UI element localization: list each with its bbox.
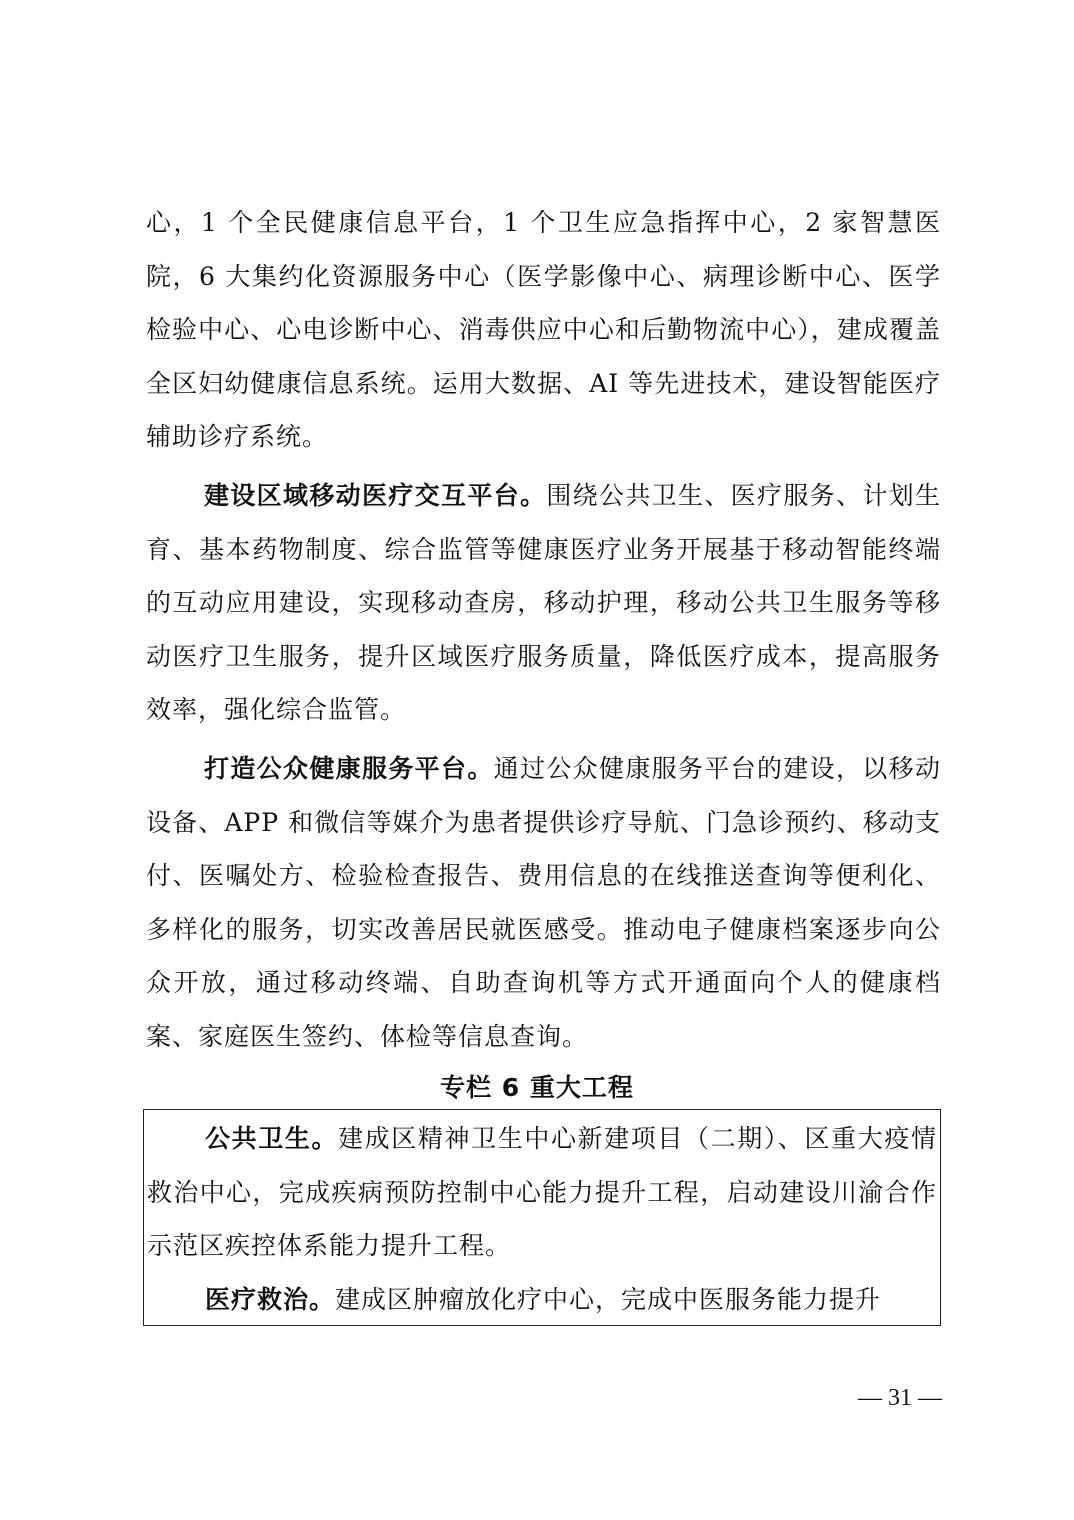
box-item-1-heading: 公共卫生。: [205, 1124, 339, 1153]
box-item-1-text: 建成区精神卫生中心新建项目（二期）、区重大疫情救治中心，完成疾病预防控制中心能力提升工程，启动建设川渝合作示范区疾控体系能力提升工程。: [147, 1124, 937, 1260]
paragraph-1-text: 心，1 个全民健康信息平台，1 个卫生应急指挥中心，2 家智慧医院，6 大集约化资源服务中心（医学影像中心、病理诊断中心、医学检验中心、心电诊断中心、消毒供应中心和后勤物流中心），建成覆盖全区妇幼健康信息系统。运用大数据、AI 等先进技术，建设智能医疗辅助诊疗系统。: [146, 208, 941, 451]
page-number: — 31 —: [858, 1385, 942, 1411]
paragraph-3: [146, 742, 941, 1063]
paragraph-2-heading: 建设区域移动医疗交互平台。: [204, 481, 547, 510]
paragraph-1: [146, 196, 941, 464]
paragraph-2-text: 围绕公共卫生、医疗服务、计划生育、基本药物制度、综合监管等健康医疗业务开展基于移动智能终端的互动应用建设，实现移动查房，移动护理，移动公共卫生服务等移动医疗卫生服务，提升区域医疗服务质量，降低医疗成本，提高服务效率，强化综合监管。: [146, 481, 941, 724]
paragraph-3-text: 通过公众健康服务平台的建设，以移动设备、APP 和微信等媒介为患者提供诊疗导航、门急诊预约、移动支付、医嘱处方、检验检查报告、费用信息的在线推送查询等便利化、多样化的服务，切实改善居民就医感受。推动电子健康档案逐步向公众开放，通过移动终端、自助查询机等方式开通面向个人的健康档案、家庭医生签约、体检等信息查询。: [146, 754, 941, 1051]
paragraph-2: [146, 469, 941, 737]
major-projects-box: [143, 1109, 941, 1326]
box-item-2-heading: 医疗救治。: [205, 1285, 336, 1314]
box-item-public-health: [147, 1112, 937, 1273]
box-item-medical-treatment: [147, 1273, 937, 1326]
paragraph-3-heading: 打造公众健康服务平台。: [204, 754, 494, 783]
box-item-2-text: 建成区肿瘤放化疗中心，完成中医服务能力提升: [335, 1285, 882, 1314]
box-title: 专栏 6 重大工程: [440, 1073, 634, 1102]
